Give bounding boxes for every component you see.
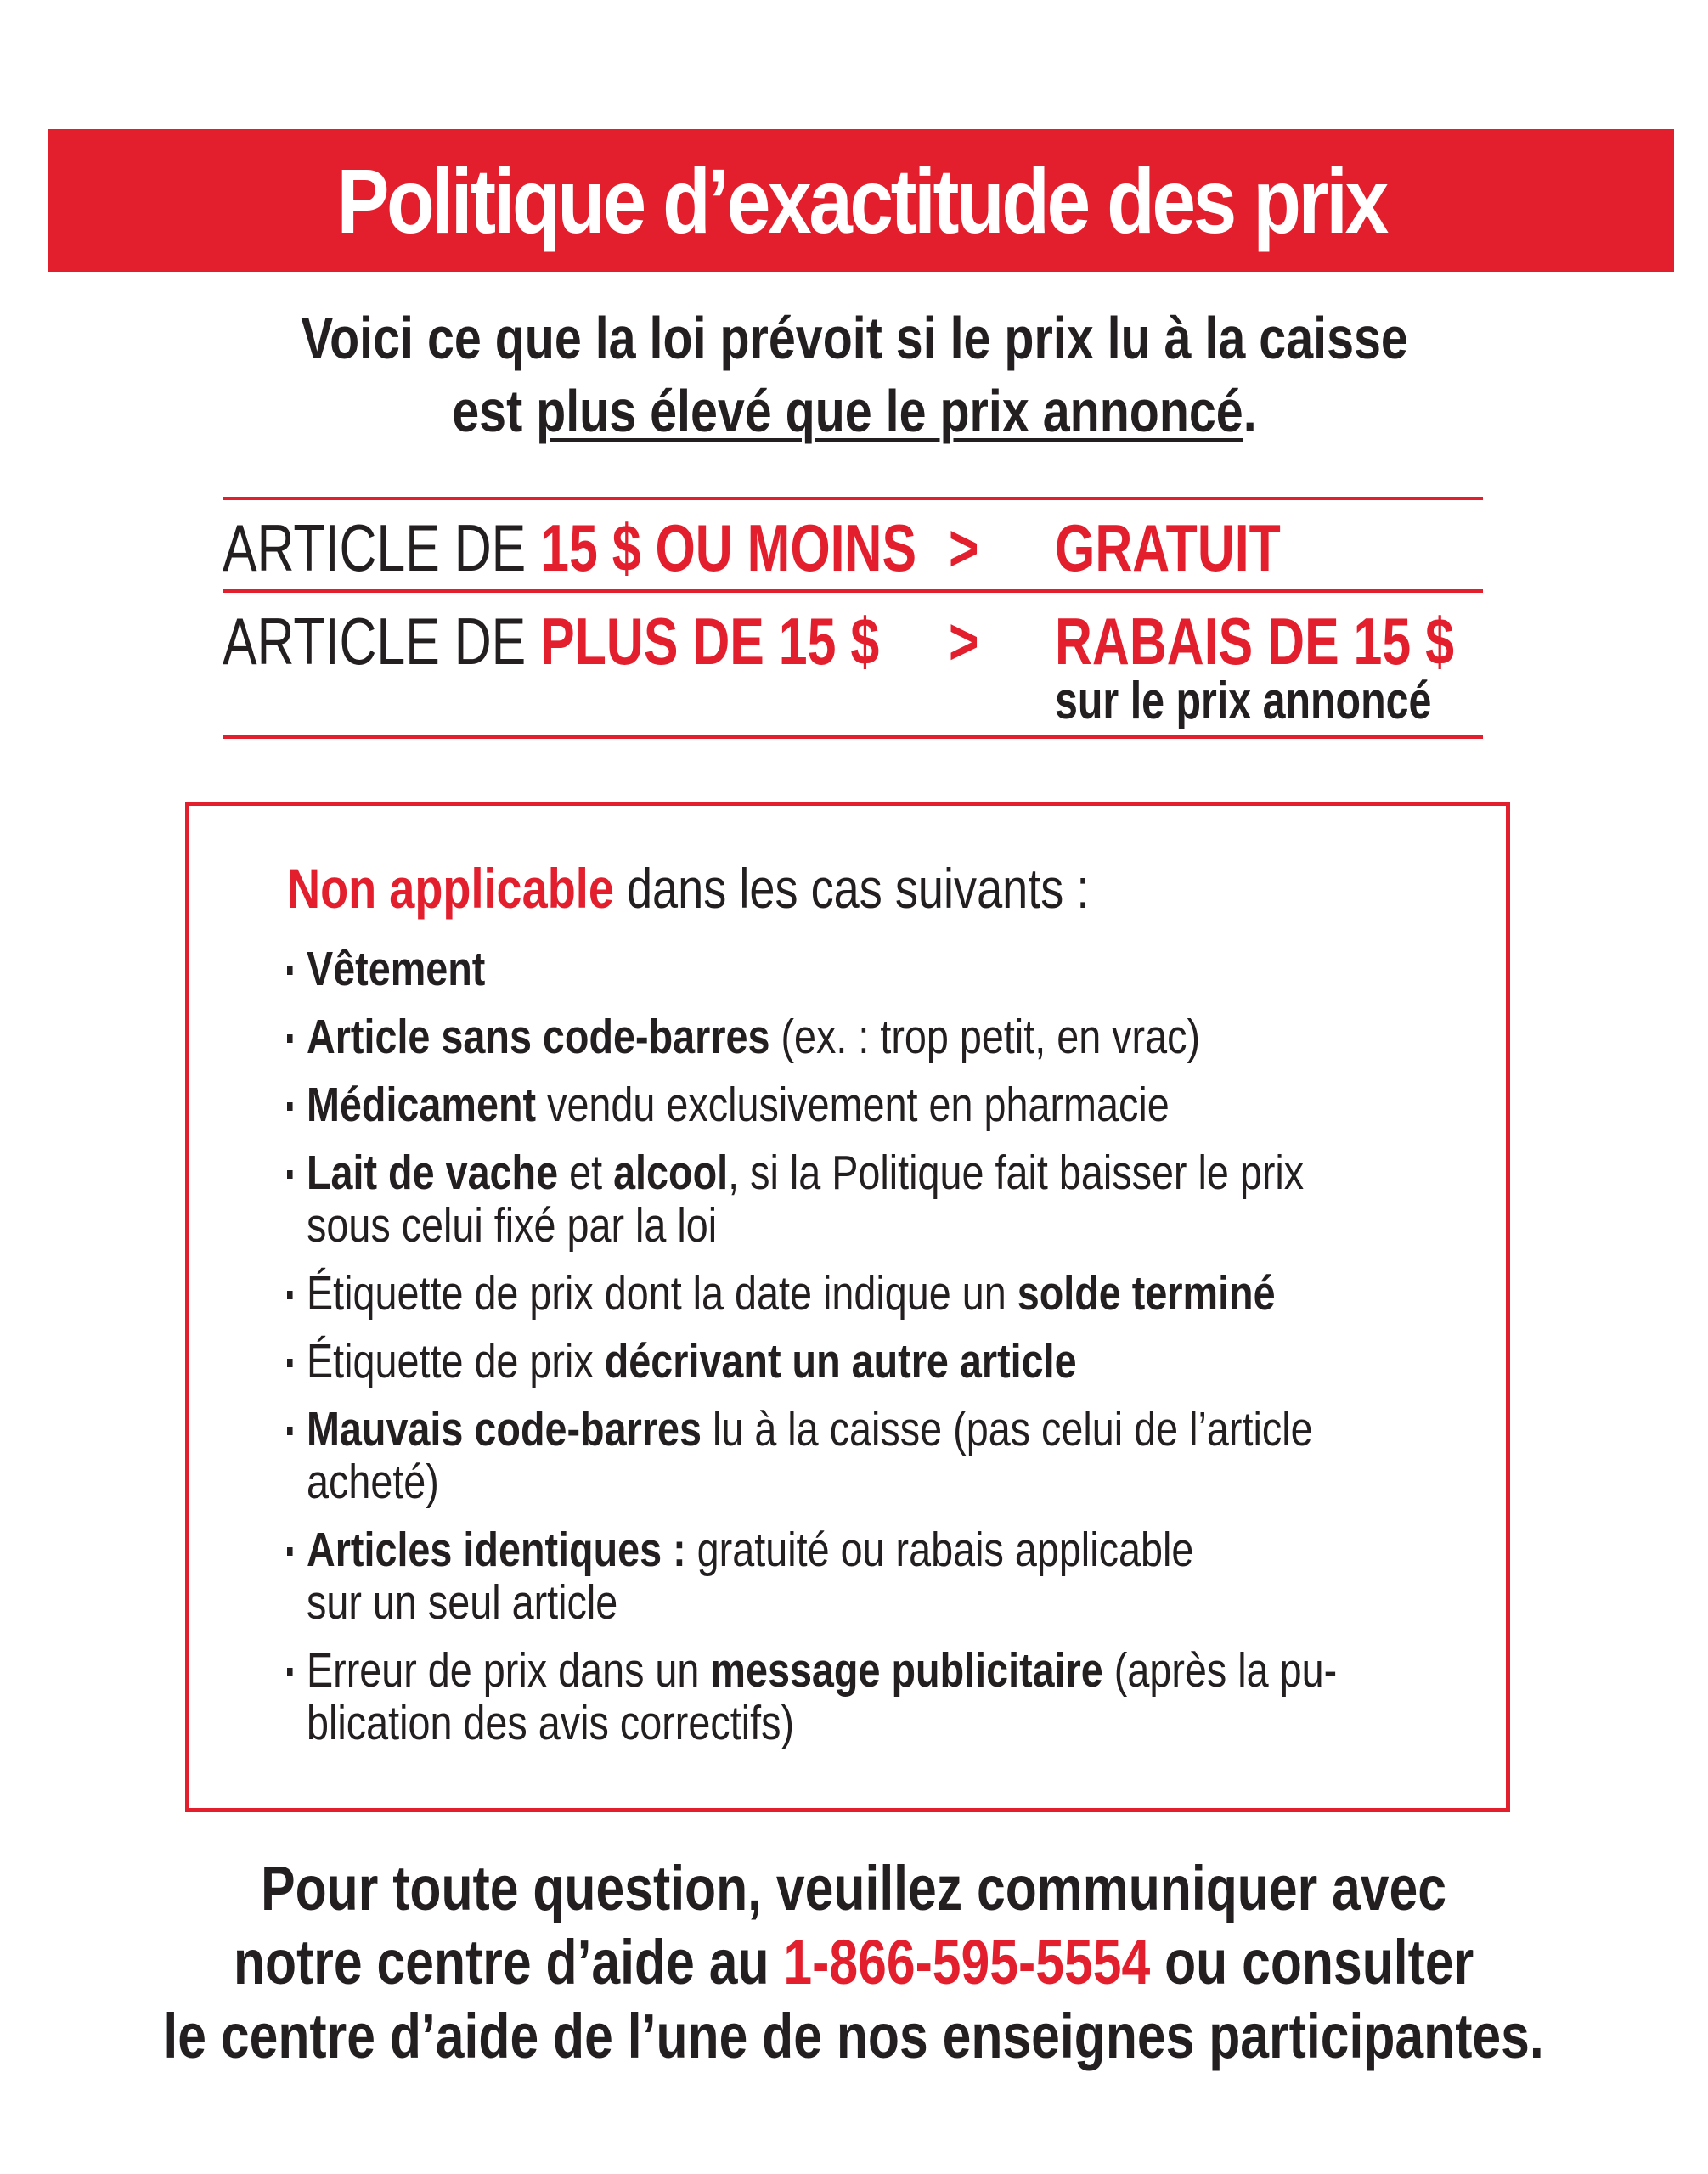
item-text: Erreur de prix dans un: [306, 1643, 711, 1698]
rule-1-result: GRATUIT: [1055, 510, 1281, 585]
item-text: (ex. : trop petit, en vrac): [769, 1010, 1201, 1064]
contact-line-2-pre: notre centre d’aide au: [234, 1927, 784, 1997]
rule-2-note: sur le prix annoncé: [1055, 672, 1432, 730]
intro-line-2-pre: est: [451, 378, 536, 444]
item-bold: solde terminé: [1017, 1266, 1276, 1321]
item-bold: Article sans code-barres: [306, 1010, 770, 1064]
intro-line-2-post: .: [1243, 378, 1257, 444]
item-text: sur un seul article: [306, 1575, 618, 1630]
rule-2-result: RABAIS DE 15 $: [1055, 604, 1454, 679]
item-bold: alcool: [613, 1146, 729, 1200]
arrow-icon: >: [949, 604, 979, 679]
arrow-icon: >: [949, 510, 979, 585]
rule-1-prefix: ARTICLE DE: [223, 510, 541, 585]
item-bold: décrivant un autre article: [604, 1334, 1077, 1388]
list-item: [287, 943, 1337, 995]
rule-row-1: [223, 510, 1483, 586]
list-item: [287, 1523, 1337, 1629]
rule-1-label: [223, 510, 916, 587]
item-text: Étiquette de prix: [306, 1334, 605, 1388]
item-text: blication des avis correctifs): [306, 1696, 795, 1750]
list-item: [287, 1267, 1337, 1320]
item-bold: Mauvais code-barres: [306, 1402, 702, 1456]
contact-line-2-post: ou consulter: [1150, 1927, 1474, 1997]
contact-line-3: le centre d’aide de l’une de nos enseignes participantes.: [163, 2001, 1545, 2071]
item-text: (après la pu-: [1102, 1643, 1338, 1698]
list-item: [287, 1079, 1337, 1131]
intro-line-1: Voici ce que la loi prévoit si le prix lu à la caisse: [300, 305, 1408, 371]
rule-divider-top: [223, 497, 1483, 500]
item-text: acheté): [306, 1455, 439, 1509]
rule-2-prefix: ARTICLE DE: [223, 604, 541, 679]
item-bold: Lait de vache: [306, 1146, 559, 1200]
item-text: vendu exclusivement en pharmacie: [536, 1078, 1170, 1132]
exceptions-list: [287, 943, 1568, 1749]
item-bold: Articles identiques :: [306, 1523, 686, 1577]
list-item: [287, 1011, 1337, 1063]
item-text: , si la Politique fait baisser le prix: [728, 1146, 1305, 1200]
item-text: lu à la caisse (pas celui de l’article: [701, 1402, 1313, 1456]
list-item: [287, 1644, 1337, 1749]
rule-divider-middle: [223, 589, 1483, 593]
title-banner: [48, 129, 1674, 272]
list-item: [287, 1146, 1337, 1252]
exceptions-heading-rest: dans les cas suivants :: [613, 857, 1090, 920]
page-title: Politique d’exactitude des prix: [336, 149, 1386, 252]
item-text: gratuité ou rabais applicable: [685, 1523, 1194, 1577]
rule-2-condition: PLUS DE 15 $: [540, 604, 880, 679]
intro-text: [0, 301, 1708, 448]
contact-line-1: Pour toute question, veuillez communiquer avec: [261, 1853, 1447, 1923]
intro-underlined-text: plus élevé que le prix annoncé: [535, 378, 1243, 444]
item-bold: Vêtement: [306, 942, 486, 996]
exceptions-heading: [287, 856, 1089, 921]
exceptions-heading-red: Non applicable: [287, 857, 614, 920]
rule-2-label: [223, 603, 879, 680]
item-text: Étiquette de prix dont la date indique un: [306, 1266, 1017, 1321]
list-item: [287, 1335, 1337, 1388]
rule-divider-bottom: [223, 735, 1483, 739]
item-bold: Médicament: [306, 1078, 537, 1132]
item-text: et: [558, 1146, 614, 1200]
phone-number-link[interactable]: 1-866-595-5554: [783, 1927, 1151, 1997]
item-text: sous celui fixé par la loi: [306, 1198, 718, 1253]
rule-row-2: [223, 603, 1483, 730]
list-item: [287, 1403, 1337, 1508]
item-bold: message publicitaire: [710, 1643, 1103, 1698]
contact-text: [0, 1851, 1708, 2073]
rule-1-condition: 15 $ OU MOINS: [540, 510, 917, 585]
